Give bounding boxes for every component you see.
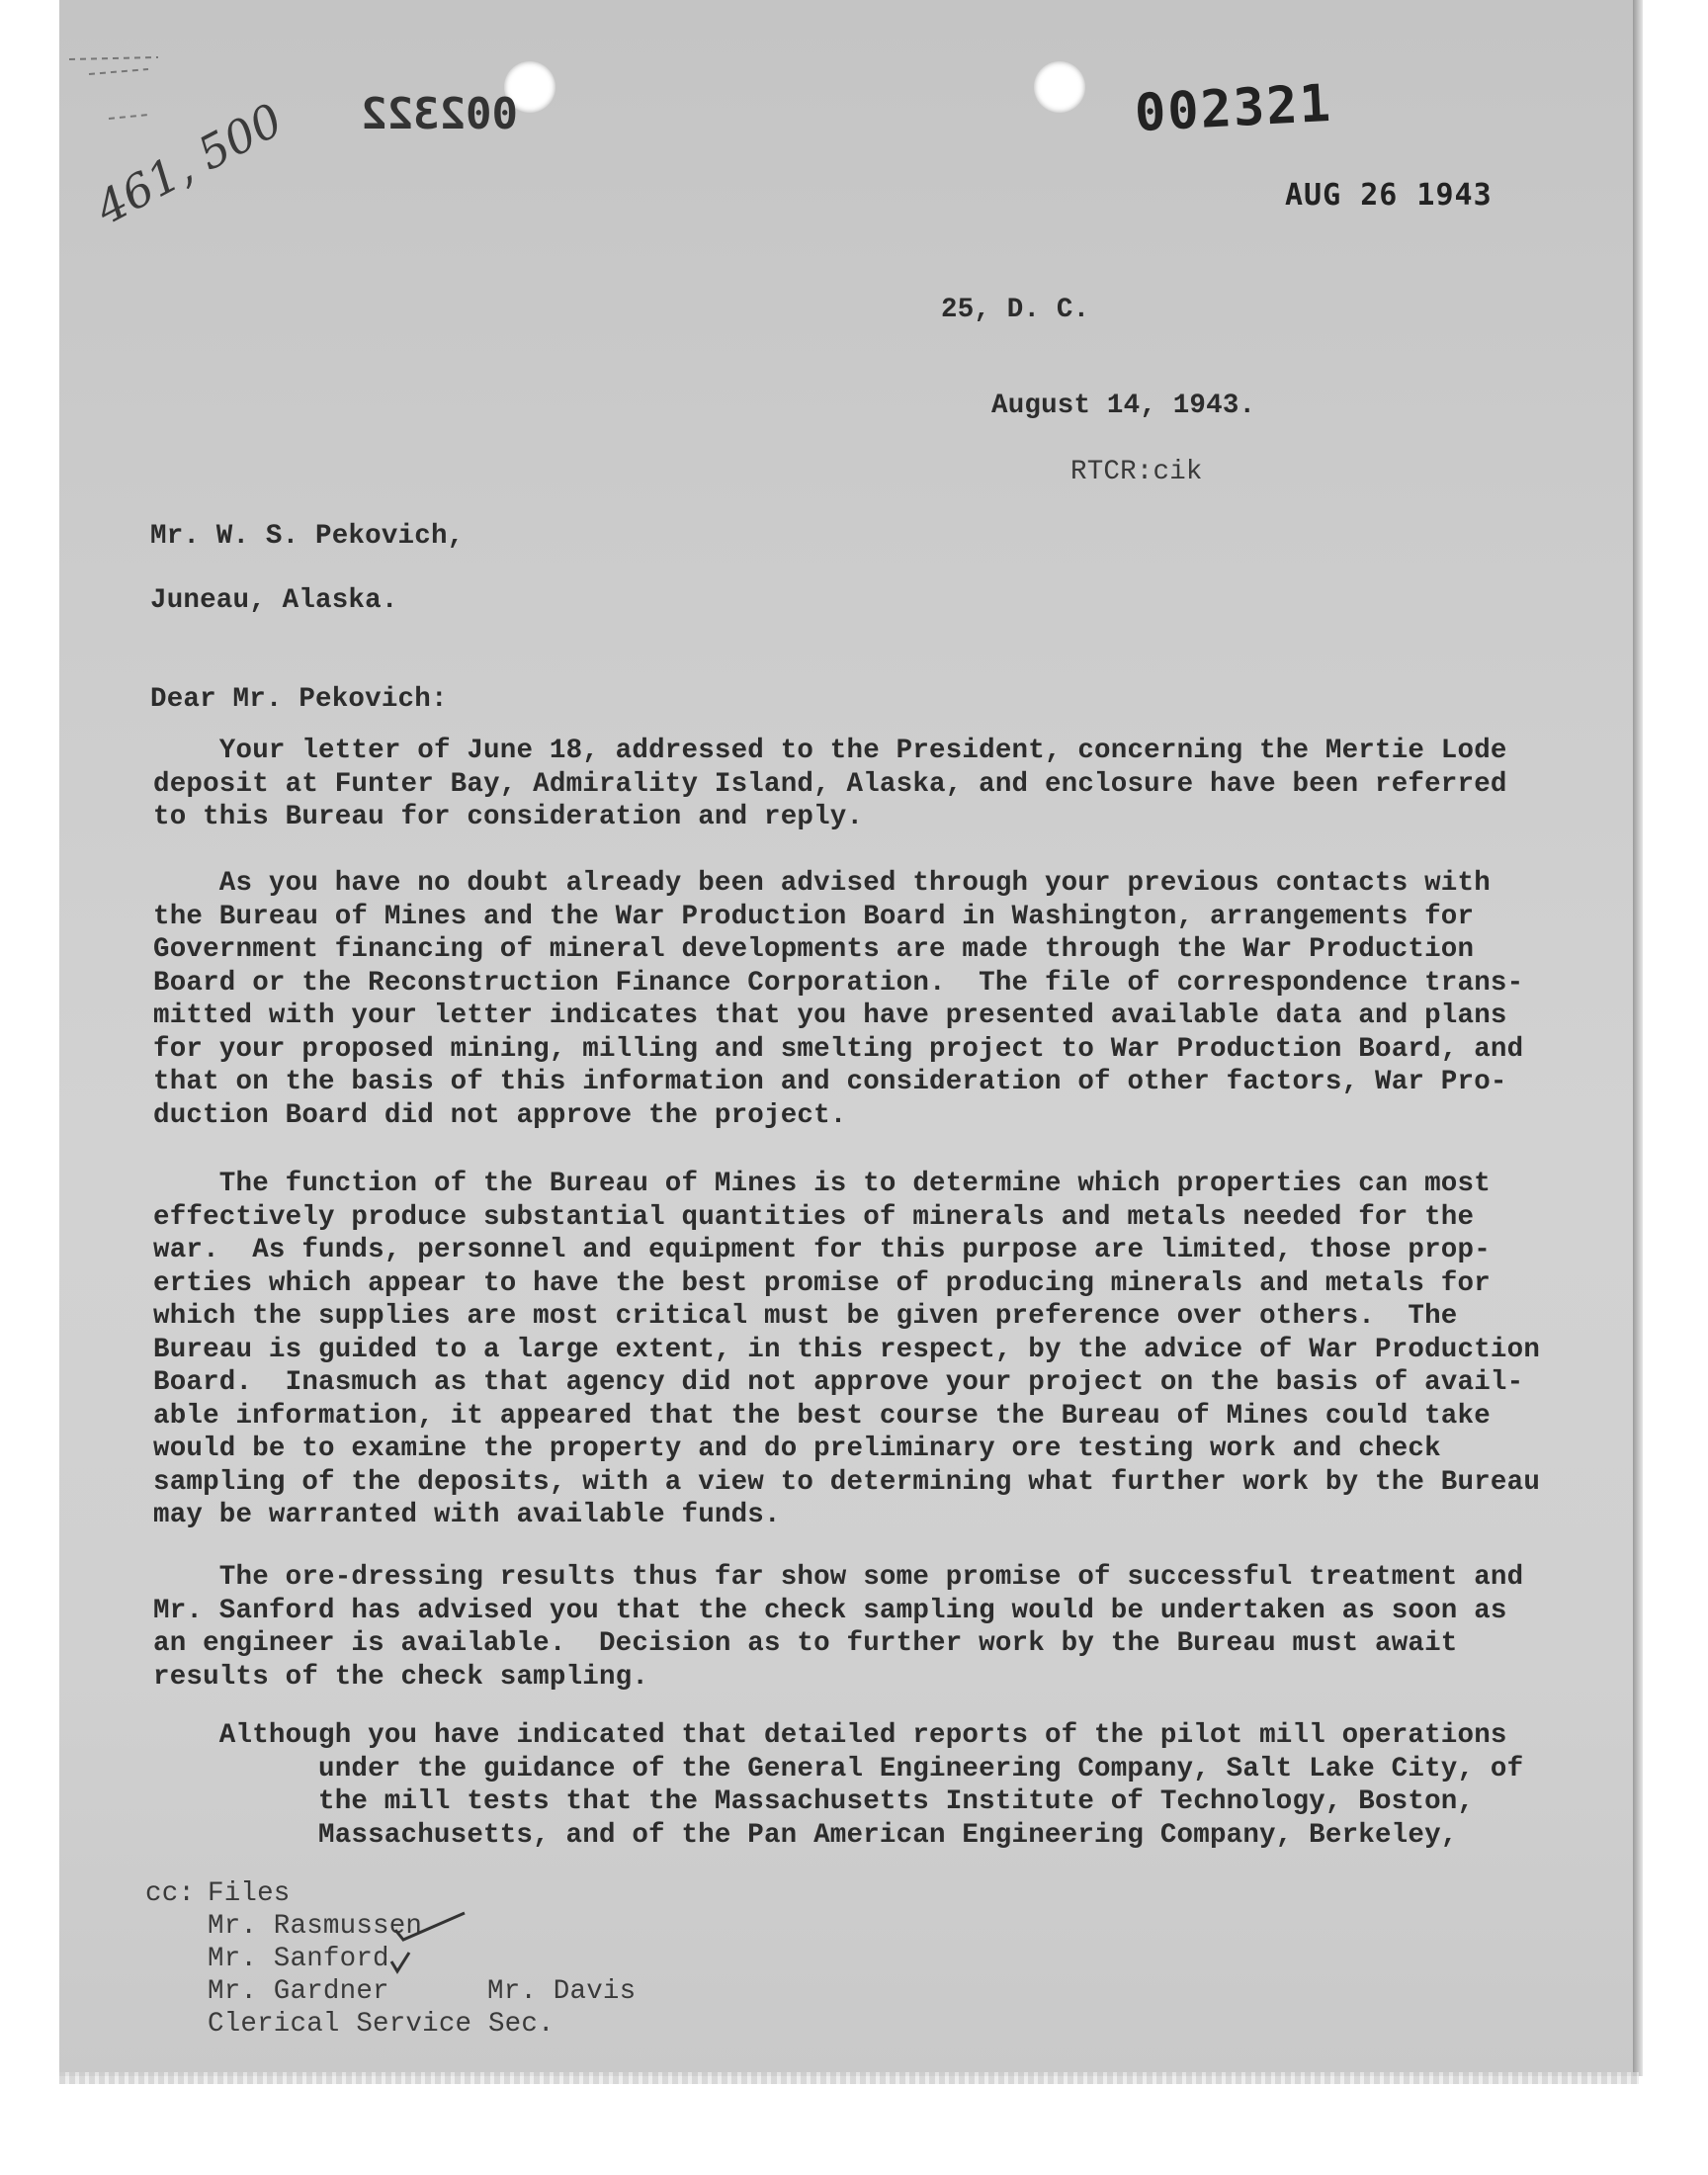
handwritten-file-number: 461, 500 — [87, 92, 292, 235]
body-line: sampling of the deposits, with a view to determining what further work by the Bureau — [153, 1467, 1541, 1498]
body-line: results of the check sampling. — [153, 1662, 649, 1693]
cc-name: Mr. Rasmussen — [208, 1911, 423, 1942]
body-line: Mr. Sanford has advised you that the check sampling would be undertaken as soon as — [153, 1596, 1507, 1626]
body-line: war. As funds, personnel and equipment for this purpose are limited, those prop- — [153, 1235, 1491, 1265]
cc-label: cc: — [145, 1878, 196, 1909]
reference-initials: RTCR:cik — [1070, 457, 1203, 487]
body-line: the mill tests that the Massachusetts Institute of Technology, Boston, — [318, 1786, 1475, 1817]
body-line: able information, it appeared that the best course the Bureau of Mines could take — [153, 1401, 1491, 1432]
body-line: under the guidance of the General Engineering Company, Salt Lake City, of — [318, 1754, 1524, 1784]
body-line: for your proposed mining, milling and smelting project to War Production Board, and — [153, 1034, 1524, 1065]
body-line: Government financing of mineral developments are made through the War Production — [153, 934, 1475, 965]
body-line: mitted with your letter indicates that you have presented available data and plans — [153, 1000, 1507, 1031]
addressee-place: Juneau, Alaska. — [150, 585, 398, 616]
salutation: Dear Mr. Pekovich: — [150, 684, 448, 715]
body-line: may be warranted with available funds. — [153, 1500, 781, 1530]
body-line: an engineer is available. Decision as to further work by the Bureau must await — [153, 1628, 1458, 1659]
check-mark-icon — [395, 1913, 465, 1940]
reversed-stamp-number: 002322 — [361, 89, 518, 139]
body-line: Bureau is guided to a large extent, in this respect, by the advice of War Production — [153, 1335, 1541, 1365]
body-line: to this Bureau for consideration and reply. — [153, 802, 864, 832]
cc-name: Mr. Davis — [487, 1976, 637, 2007]
received-date-stamp: AUG 26 1943 — [1285, 178, 1493, 213]
cc-name: Mr. Sanford — [208, 1944, 389, 1974]
letter-date: August 14, 1943. — [991, 391, 1256, 421]
body-line: Board. Inasmuch as that agency did not approve your project on the basis of avail- — [153, 1367, 1524, 1398]
cc-name: Clerical Service Sec. — [208, 2009, 555, 2040]
faint-pencil-marks — [69, 57, 158, 119]
body-line: deposit at Funter Bay, Admirality Island, Alaska, and enclosure have been referred — [153, 769, 1507, 800]
body-line: erties which appear to have the best promise of producing minerals and metals for — [153, 1268, 1491, 1299]
body-line: The function of the Bureau of Mines is to determine which properties can most — [153, 1169, 1491, 1199]
body-line: effectively produce substantial quantities of minerals and metals needed for the — [153, 1202, 1475, 1233]
letter-city: 25, D. C. — [941, 295, 1090, 325]
addressee-name: Mr. W. S. Pekovich, — [150, 521, 465, 552]
cc-name: Mr. Gardner — [208, 1976, 389, 2007]
body-line: would be to examine the property and do preliminary ore testing work and check — [153, 1434, 1441, 1464]
body-line: which the supplies are most critical must be given preference over others. The — [153, 1301, 1458, 1332]
body-line: Massachusetts, and of the Pan American Engineering Company, Berkeley, — [318, 1820, 1458, 1851]
body-line: duction Board did not approve the project. — [153, 1100, 847, 1131]
body-line: The ore-dressing results thus far show some promise of successful treatment and — [153, 1562, 1524, 1593]
document-number: 002321 — [1133, 73, 1334, 144]
check-mark-icon — [391, 1953, 409, 1971]
body-line: Your letter of June 18, addressed to the President, concerning the Mertie Lode — [153, 736, 1507, 766]
cc-files: Files — [208, 1878, 291, 1909]
body-line: that on the basis of this information and consideration of other factors, War Pro- — [153, 1067, 1507, 1097]
body-line: Although you have indicated that detailed reports of the pilot mill operations — [153, 1720, 1507, 1751]
body-line: the Bureau of Mines and the War Production Board in Washington, arrangements for — [153, 902, 1475, 932]
body-line: Board or the Reconstruction Finance Corporation. The file of correspondence trans- — [153, 968, 1524, 999]
body-line: As you have no doubt already been advised through your previous contacts with — [153, 868, 1491, 899]
